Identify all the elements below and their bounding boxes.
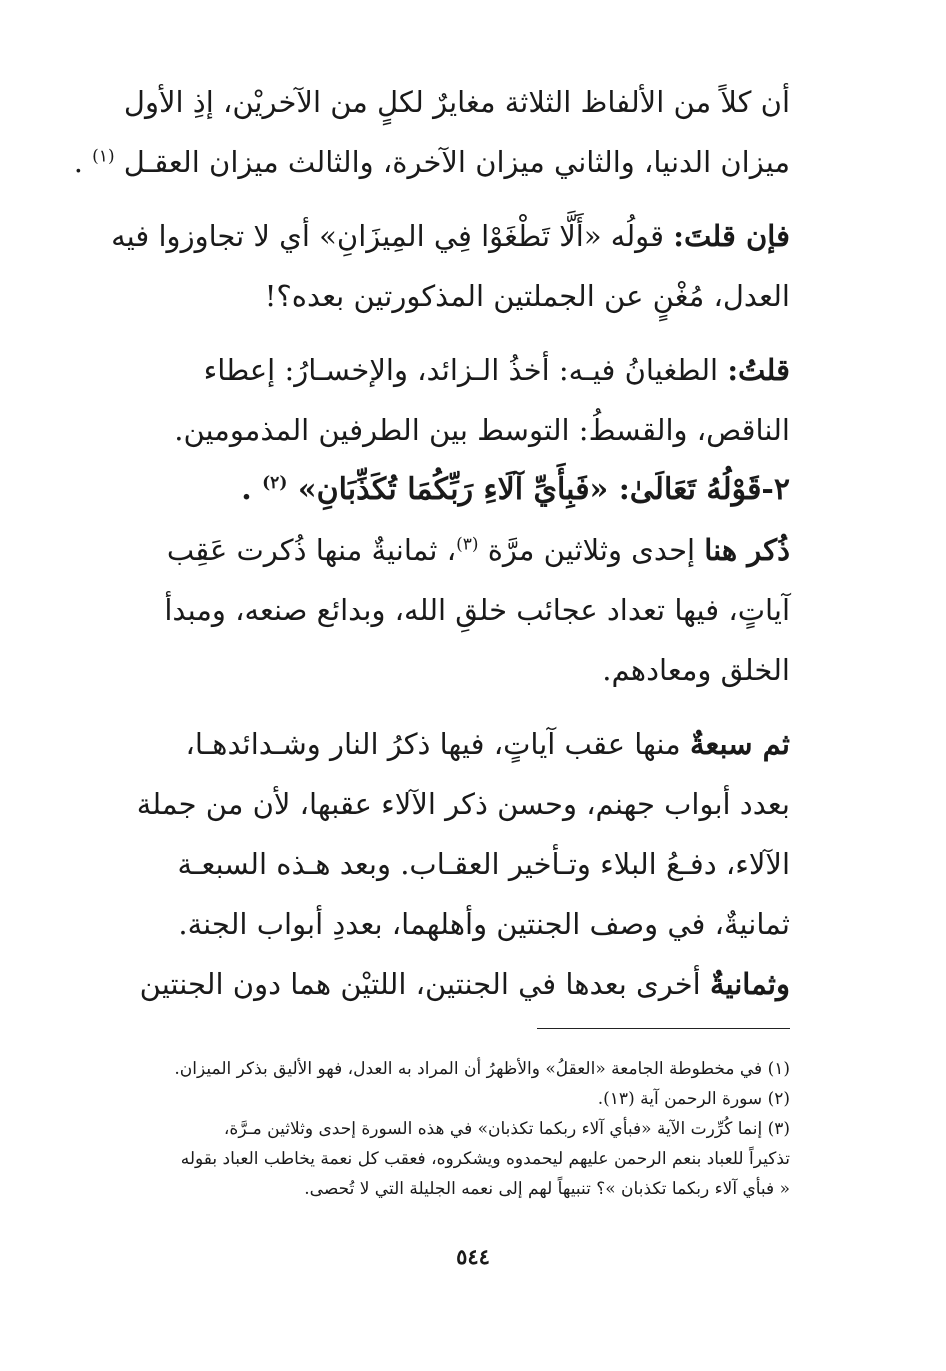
text-span: الآلاء، دفـعُ البلاء وتـأخير العقـاب. وبعد هـذه السبعـة: [177, 847, 790, 881]
text-span: منها عقب آياتٍ، فيها ذكرُ النار وشـدائدهـا،: [185, 727, 690, 761]
text-span: .: [241, 472, 252, 507]
footnote-ref-1[interactable]: (١): [92, 146, 115, 167]
p3-line-2: [140, 400, 790, 460]
paragraph-lead: قلتُ:: [727, 353, 790, 387]
text-span: الطغيانُ فيـه: أخذُ الـزائد، والإخسـارُ: إعطاء: [203, 353, 728, 387]
text-span: ميزان الدنيا، والثاني ميزان الآخرة، والثالث ميزان العقـل: [123, 145, 790, 179]
paragraph-lead: ثم سبعةٌ: [689, 727, 790, 761]
footnote-2: (٢) سورة الرحمن آية (١٣).: [597, 1089, 790, 1109]
footnote-3-line-3: « فبأي آلاء ربكما تكذبان »؟ تنبيهاً لهم إلى نعمه الجليلة التي لا تُحصى.: [304, 1179, 790, 1199]
text-span: أخرى بعدها في الجنتين، اللتيْن هما دون الجنتين: [139, 967, 710, 1001]
text-span: بعدد أبواب جهنم، وحسن ذكر الآلاء عقبها، لأن من جملة: [136, 787, 790, 821]
p3-line-1: [140, 340, 790, 400]
text-span: ثمانيةٌ، في وصف الجنتين وأهلهما، بعددِ أبواب الجنة.: [178, 907, 790, 941]
p5-line-2: [136, 774, 790, 834]
footnote-ref-3[interactable]: (٣): [456, 534, 479, 555]
text-span: الناقص، والقسطُ: التوسط بين الطرفين المذمومين.: [174, 413, 790, 447]
paragraph-lead: وثمانيةٌ: [709, 967, 790, 1001]
p4-line-1: [140, 520, 790, 580]
heading-text: ٢-قَوْلُهُ تَعَالَىٰ: «فَبِأَيِّ آلَاءِ رَبِّكُمَا تُكَذِّبَانِ»: [297, 472, 790, 507]
page-number: ٥٤٤: [456, 1244, 490, 1269]
p4-line-2: [140, 580, 790, 640]
footnotes: [150, 1054, 790, 1204]
main-text: [73, 72, 790, 1014]
text-span: العدل، مُغْنٍ عن الجملتين المذكورتين بعده؟!: [264, 279, 790, 313]
p1-line-2: [73, 132, 790, 192]
text-span: قولُه «أَلَّا تَطْغَوْا فِي المِيزَانِ» أي لا تجاوزوا فيه: [111, 219, 674, 253]
text-span: .: [73, 145, 83, 179]
p6-line-1: [140, 954, 790, 1014]
text-span: ، ثمانيةٌ منها ذُكرت عَقِب: [166, 533, 457, 567]
p1-line-1: [123, 72, 790, 132]
text-span: آياتٍ، فيها تعداد عجائب خلقِ الله، وبدائع صنعه، ومبدأ: [164, 593, 790, 627]
footnote-ref-2[interactable]: (٢): [262, 473, 288, 493]
p5-line-3: [140, 834, 790, 894]
p4-line-3: [140, 640, 790, 700]
section-heading: [140, 460, 790, 520]
footnote-3-line-2: تذكيراً للعباد بنعم الرحمن عليهم ليحمدوه ويشكروه، فعقب كل نعمة يخاطب العباد بقوله: [180, 1149, 790, 1169]
text-span: أن كلاً من الألفاظ الثلاثة مغايرٌ لكلٍ من الآخريْن، إذِ الأول: [123, 85, 790, 119]
paragraph-lead: فإن قلتَ:: [673, 219, 790, 253]
text-span: الخلق ومعادهم.: [602, 653, 790, 687]
text-span: إحدى وثلاثين مرَّة: [487, 533, 705, 567]
p2-line-1: [111, 206, 790, 266]
p5-line-1: [140, 714, 790, 774]
footnote-3-line-1: (٣) إنما كُرِّرت الآية «فبأي آلاء ربكما تكذبان» في هذه السورة إحدى وثلاثين مـرَّة،: [223, 1119, 790, 1139]
footnote-1: (١) في مخطوطة الجامعة «العقلُ» والأظهرُ أن المراد به العدل، فهو الأليق بذكر الميزان.: [174, 1059, 790, 1079]
p5-line-4: [140, 894, 790, 954]
footnote-divider: [537, 1028, 790, 1029]
paragraph-lead: ذُكر هنا: [704, 533, 790, 567]
p2-line-2: [140, 266, 790, 326]
